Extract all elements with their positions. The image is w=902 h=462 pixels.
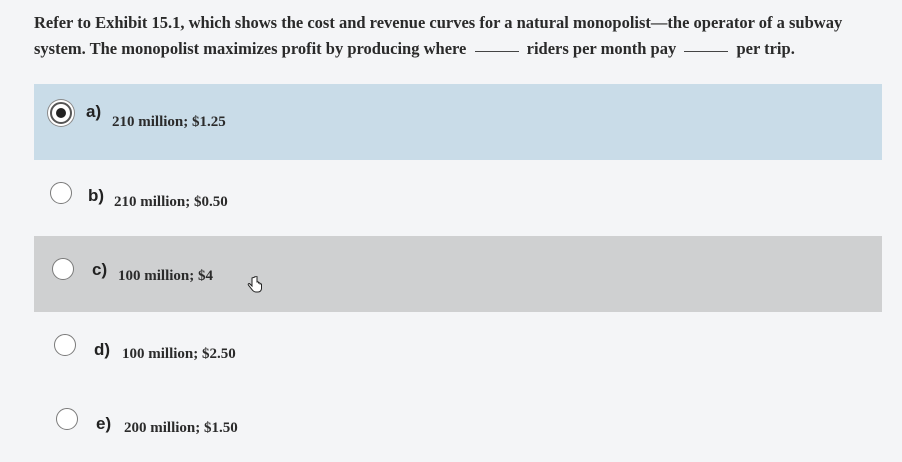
option-d[interactable] <box>34 312 882 388</box>
option-d-label: 100 million; $2.50 <box>122 346 236 362</box>
option-b-letter: b) <box>88 186 105 205</box>
radio-option-c[interactable] <box>52 258 74 280</box>
blank-1 <box>475 50 519 52</box>
option-a-letter: a) <box>86 102 102 121</box>
radio-option-d[interactable] <box>54 334 76 356</box>
option-c-label: 100 million; $4 <box>118 268 214 284</box>
option-e-letter: e) <box>96 414 112 433</box>
radio-option-e[interactable] <box>56 408 78 430</box>
question-part-3: per trip. <box>736 39 795 58</box>
question-part-1: Refer to Exhibit 15.1, which shows the cost and revenue curves for a natural monopolist—the operator of a subway system. The monopolist maximizes profit by producing where <box>34 13 843 58</box>
option-e-label: 200 million; $1.50 <box>124 420 238 436</box>
option-a-label: 210 million; $1.25 <box>112 114 226 130</box>
question-text <box>34 10 886 62</box>
option-b-label: 210 million; $0.50 <box>114 194 228 210</box>
blank-2 <box>684 50 728 52</box>
radio-option-b[interactable] <box>50 182 72 204</box>
option-e[interactable] <box>34 386 882 462</box>
option-b[interactable] <box>34 162 882 238</box>
option-c[interactable] <box>34 236 882 312</box>
option-a[interactable] <box>34 84 882 160</box>
radio-option-a[interactable] <box>50 102 72 124</box>
hand-pointer-icon <box>246 276 264 294</box>
question-part-2: riders per month pay <box>526 39 677 58</box>
option-c-letter: c) <box>92 260 108 279</box>
option-d-letter: d) <box>94 340 111 359</box>
